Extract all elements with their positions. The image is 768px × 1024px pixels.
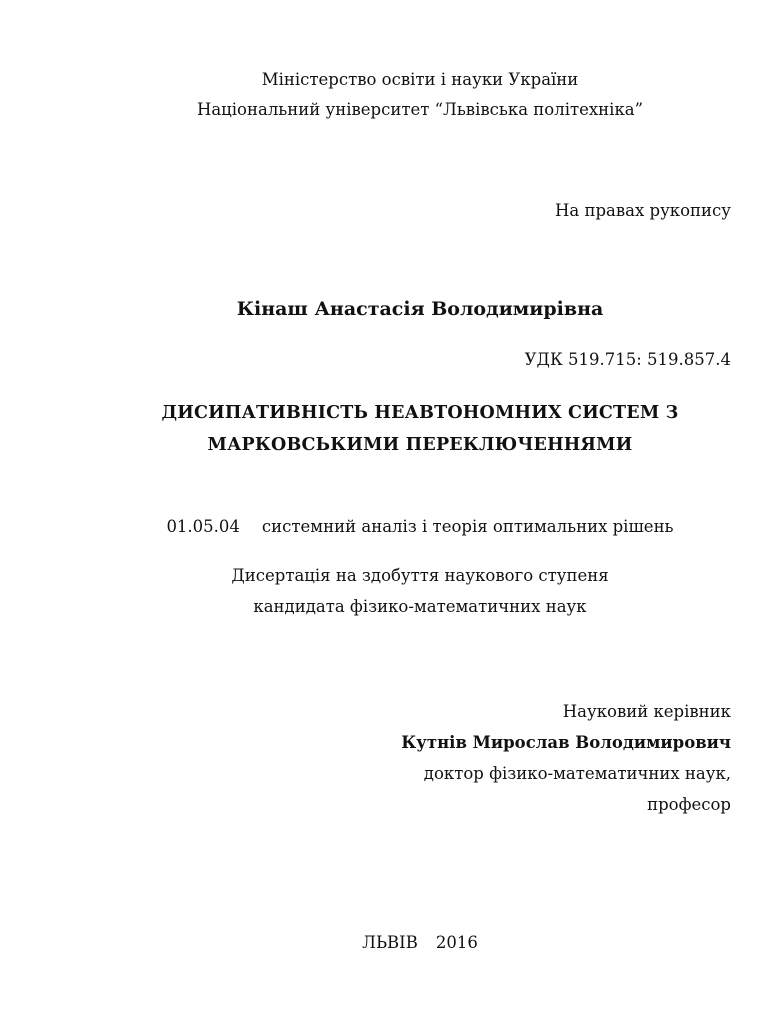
- degree-line-1: Дисертація на здобуття наукового ступеня: [231, 566, 609, 585]
- thesis-title-line-2: МАРКОВСЬКИМИ ПЕРЕКЛЮЧЕННЯМИ: [207, 435, 633, 455]
- specialty-name: системний аналіз і теорія оптимальних рішень: [261, 517, 674, 536]
- specialty-code: 01.05.04: [166, 517, 240, 536]
- footer-city-year: [0, 933, 768, 953]
- manuscript-note: На правах рукопису: [554, 201, 731, 220]
- ministry-line: Міністерство освіти і науки України: [261, 70, 579, 89]
- udc-code: УДК 519.715: 519.857.4: [524, 350, 731, 369]
- footer-city: ЛЬВІВ: [362, 933, 418, 952]
- supervisor-name: Кутнів Мирослав Володимирович: [401, 733, 731, 752]
- footer-year: 2016: [435, 933, 478, 952]
- supervisor-label: Науковий керівник: [562, 702, 731, 721]
- author-name: Кінаш Анастасія Володимирівна: [236, 298, 604, 320]
- supervisor-title: професор: [647, 795, 731, 814]
- degree-line-2: кандидата фізико-математичних наук: [253, 597, 587, 616]
- supervisor-degree: доктор фізико-математичних наук,: [423, 764, 731, 783]
- thesis-title-line-1: ДИСИПАТИВНІСТЬ НЕАВТОНОМНИХ СИСТЕМ З: [161, 403, 679, 423]
- university-line: Національний університет “Львівська політехніка”: [196, 100, 644, 119]
- specialty-line: [0, 517, 768, 537]
